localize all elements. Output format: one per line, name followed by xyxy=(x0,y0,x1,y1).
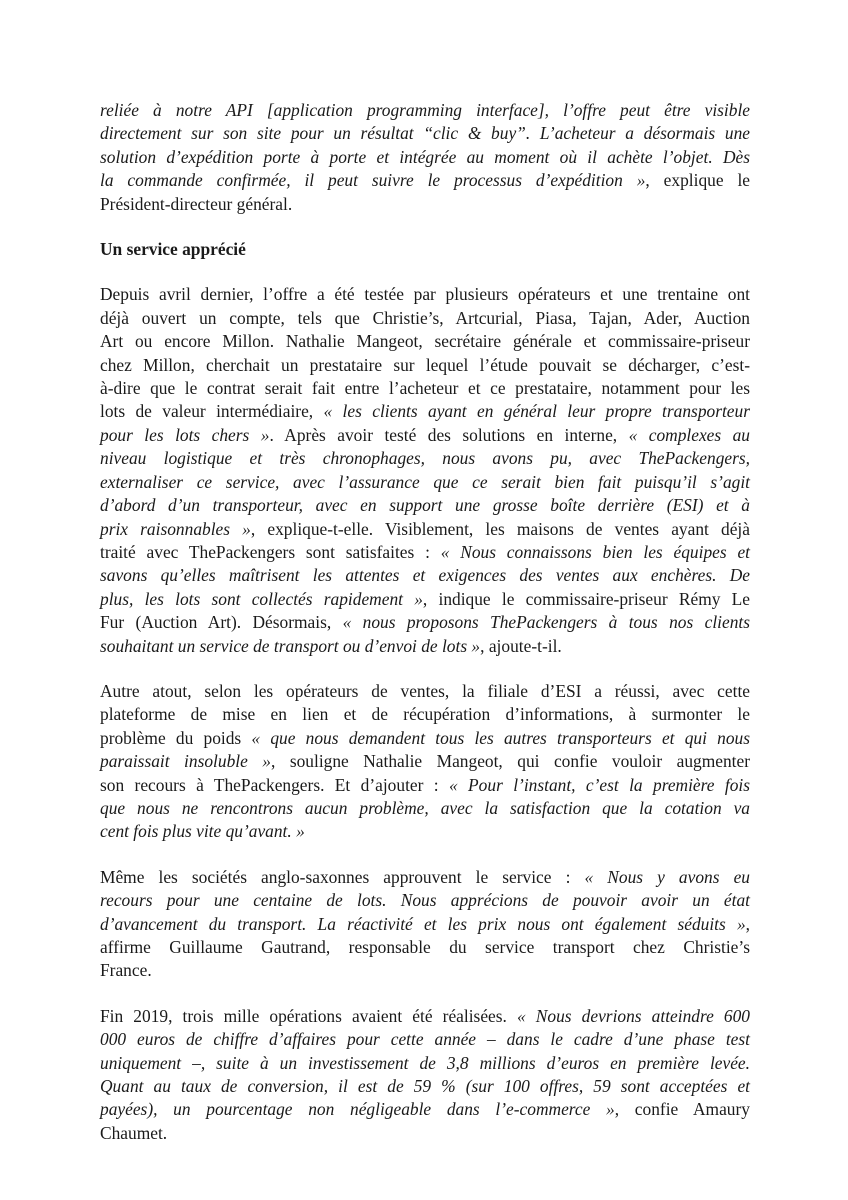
paragraph-service xyxy=(100,283,750,658)
text-line xyxy=(100,541,750,564)
quote-text: savons qu’elles maîtrisent les attentes et exigences des ventes aux enchères. De xyxy=(100,565,750,586)
text-line xyxy=(100,611,750,634)
body-text: , confie Amaury xyxy=(614,1099,750,1120)
text-line xyxy=(100,99,750,122)
text-line xyxy=(100,635,750,658)
text-line xyxy=(100,703,750,726)
body-text: , explique le xyxy=(645,170,750,191)
quote-text: directement sur son site pour un résultat “clic & buy”. L’acheteur a désormais une xyxy=(100,123,750,144)
quote-text: « Nous y avons eu xyxy=(584,866,750,887)
text-line xyxy=(100,1098,750,1121)
text-line xyxy=(100,354,750,377)
quote-text: paraissait insoluble » xyxy=(100,751,271,772)
quote-text: « que nous demandent tous les autres transporteurs et qui nous xyxy=(251,727,750,748)
body-text: plateforme de mise en lien et de récupération d’informations, à surmonter le xyxy=(100,704,750,725)
text-line xyxy=(100,774,750,797)
quote-text: reliée à notre API [application programming interface], l’offre peut être visible xyxy=(100,100,750,120)
body-text: Fin 2019, trois mille opérations avaient été réalisées. xyxy=(100,1005,517,1026)
body-text: Fur (Auction Art). Désormais, xyxy=(100,612,343,633)
quote-text: souhaitant un service de transport ou d’envoi de lots » xyxy=(100,635,481,656)
quote-text: recours pour une centaine de lots. Nous apprécions de pouvoir avoir un état xyxy=(100,890,750,911)
body-text: Président-directeur général. xyxy=(100,193,293,214)
body-text: déjà ouvert un compte, tels que Christie’s, Artcurial, Piasa, Tajan, Ader, Auction xyxy=(100,307,750,328)
quote-text: que nous ne rencontrons aucun problème, avec la satisfaction que la cotation va xyxy=(100,797,750,818)
quote-text: « les clients ayant en général leur propre transporteur xyxy=(323,401,750,422)
body-text: Depuis avril dernier, l’offre a été testée par plusieurs opérateurs et une trentaine ont xyxy=(100,284,750,305)
section-heading: Un service apprécié xyxy=(100,239,246,260)
text-line xyxy=(100,494,750,517)
body-text: . Après avoir testé des solutions en interne, xyxy=(269,424,629,445)
body-text: à-dire que le contrat serait fait entre l’acheteur et ce prestataire, notamment pour les xyxy=(100,378,750,399)
text-line xyxy=(100,727,750,750)
body-text: lots de valeur intermédiaire, xyxy=(100,401,324,422)
paragraph-weight-problem xyxy=(100,680,750,844)
body-text: Art ou encore Millon. Nathalie Mangeot, secrétaire générale et commissaire-priseur xyxy=(100,331,750,352)
text-line xyxy=(100,1075,750,1098)
text-line xyxy=(100,820,750,843)
quote-text: « complexes au xyxy=(628,424,750,445)
text-line xyxy=(100,330,750,353)
quote-text: uniquement –, suite à un investissement de 3,8 millions d’euros en première levée. xyxy=(100,1052,750,1073)
body-text: , explique-t-elle. Visiblement, les maisons de ventes ayant déjà xyxy=(250,518,750,539)
text-line xyxy=(100,797,750,820)
quote-text: 000 euros de chiffre d’affaires pour cette année – dans le cadre d’une phase test xyxy=(100,1029,750,1050)
quote-text: « Nous connaissons bien les équipes et xyxy=(440,541,750,562)
text-line xyxy=(100,471,750,494)
text-line xyxy=(100,564,750,587)
body-text: , indique le commissaire-priseur Rémy Le xyxy=(422,588,750,609)
body-text: son recours à ThePackengers. Et d’ajouter : xyxy=(100,774,449,795)
body-text: traité avec ThePackengers sont satisfaites : xyxy=(100,541,441,562)
quote-text: plus, les lots sont collectés rapidement » xyxy=(100,588,423,609)
quote-text: prix raisonnables » xyxy=(100,518,251,539)
text-line xyxy=(100,959,750,982)
body-text: , ajoute-t-il. xyxy=(480,635,562,656)
quote-text: cent fois plus vite qu’avant. » xyxy=(100,821,305,842)
body-text: problème du poids xyxy=(100,727,252,748)
body-text: , souligne Nathalie Mangeot, qui confie vouloir augmenter xyxy=(271,751,750,772)
text-line xyxy=(100,518,750,541)
quote-text: niveau logistique et très chronophages, nous avons pu, avec ThePackengers, xyxy=(100,448,750,469)
text-line xyxy=(100,447,750,470)
quote-text: d’abord d’un transporteur, avec en support une grosse boîte derrière (ESI) et à xyxy=(100,495,750,516)
text-line xyxy=(100,122,750,145)
text-line xyxy=(100,169,750,192)
body-text: Autre atout, selon les opérateurs de ventes, la filiale d’ESI a réussi, avec cette xyxy=(100,680,750,701)
quote-text: payées), un pourcentage non négligeable dans l’e-commerce » xyxy=(100,1099,615,1120)
body-text: France. xyxy=(100,960,152,981)
text-line xyxy=(100,1122,750,1145)
text-line xyxy=(100,913,750,936)
text-line xyxy=(100,400,750,423)
text-line xyxy=(100,193,750,216)
body-text: Chaumet. xyxy=(100,1122,168,1143)
text-line xyxy=(100,424,750,447)
paragraph-figures xyxy=(100,1005,750,1145)
body-text: Même les sociétés anglo-saxonnes approuvent le service : xyxy=(100,866,585,887)
text-line xyxy=(100,283,750,306)
text-line xyxy=(100,750,750,773)
paragraph-anglo-saxon xyxy=(100,866,750,983)
quote-text: « Pour l’instant, c’est la première fois xyxy=(448,774,750,795)
text-line xyxy=(100,889,750,912)
document-page xyxy=(100,99,750,1167)
text-line xyxy=(100,1028,750,1051)
text-line xyxy=(100,307,750,330)
paragraph-intro-quote xyxy=(100,99,750,216)
body-text: , xyxy=(745,913,750,934)
text-line xyxy=(100,1052,750,1075)
quote-text: pour les lots chers » xyxy=(100,424,270,445)
text-line xyxy=(100,1005,750,1028)
text-line xyxy=(100,377,750,400)
text-line xyxy=(100,866,750,889)
quote-text: solution d’expédition porte à porte et intégrée au moment où il achète l’objet. Dès xyxy=(100,146,750,167)
quote-text: la commande confirmée, il peut suivre le processus d’expédition » xyxy=(100,170,646,191)
quote-text: « nous proposons ThePackengers à tous nos clients xyxy=(342,612,750,633)
quote-text: Quant au taux de conversion, il est de 59 % (sur 100 offres, 59 sont acceptées et xyxy=(100,1076,750,1097)
quote-text: d’avancement du transport. La réactivité et les prix nous ont également séduits » xyxy=(100,913,746,934)
text-line xyxy=(100,936,750,959)
text-line xyxy=(100,588,750,611)
text-line xyxy=(100,146,750,169)
quote-text: externaliser ce service, avec l’assurance que ce serait bien fait puisqu’il s’agit xyxy=(100,471,750,492)
quote-text: « Nous devrions atteindre 600 xyxy=(517,1005,751,1026)
body-text: chez Millon, cherchait un prestataire sur lequel l’étude pouvait se décharger, c’est- xyxy=(100,354,750,375)
text-line xyxy=(100,680,750,703)
body-text: affirme Guillaume Gautrand, responsable du service transport chez Christie’s xyxy=(100,937,750,957)
